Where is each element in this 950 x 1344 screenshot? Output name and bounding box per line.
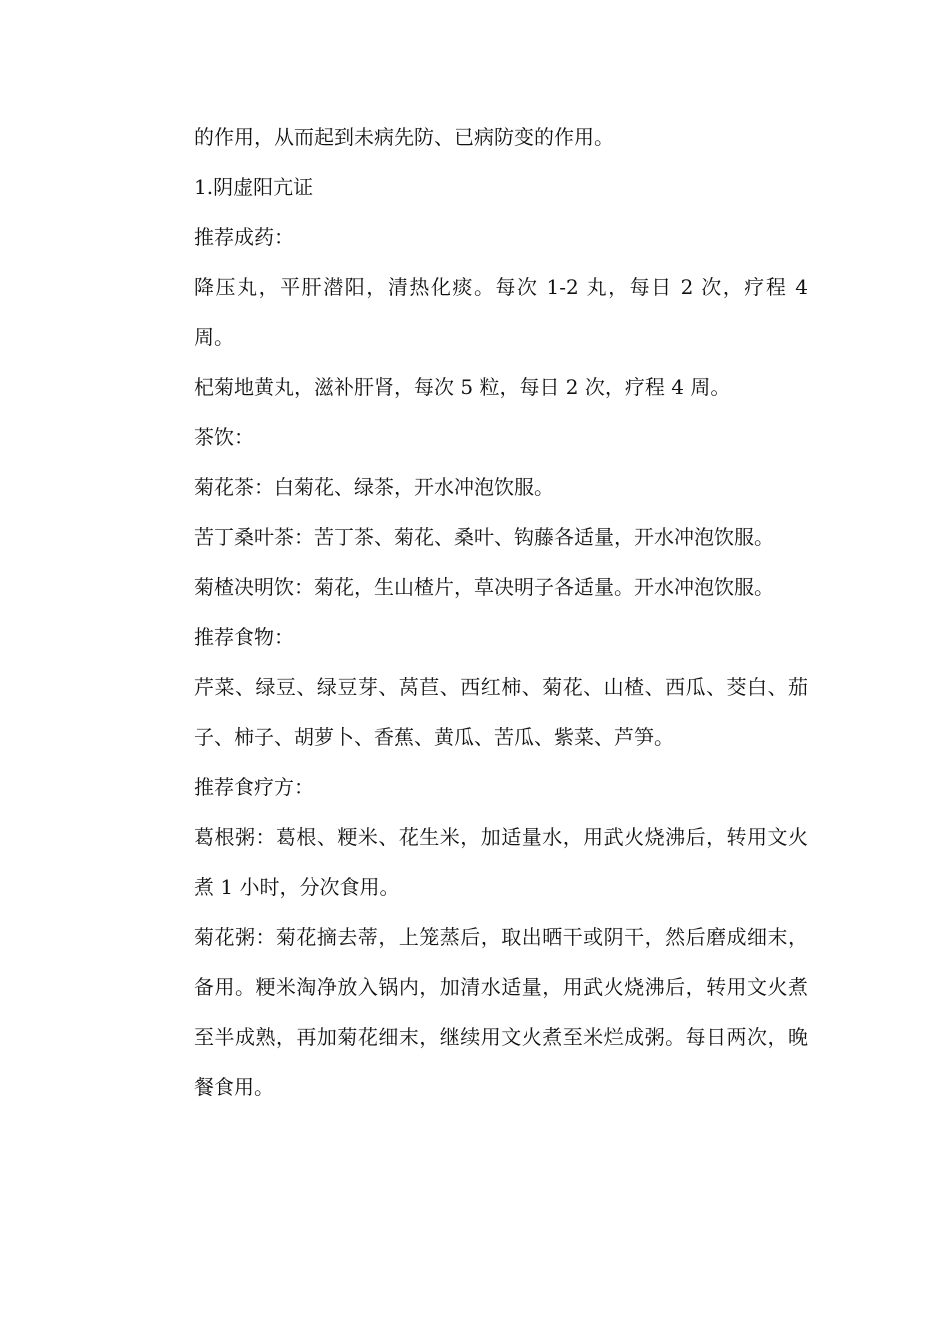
medicine-item: 降压丸，平肝潜阳，清热化痰。每次 1-2 丸，每日 2 次，疗程 4 周。 <box>194 275 808 349</box>
subheading-tea: 茶饮： <box>194 425 254 449</box>
tea-item: 菊花茶：白菊花、绿茶，开水冲泡饮服。 <box>194 475 554 499</box>
subheading-diet-therapy: 推荐食疗方： <box>194 775 314 799</box>
food-list: 芹菜、绿豆、绿豆芽、莴苣、西红柿、菊花、山楂、西瓜、茭白、茄子、柿子、胡萝卜、香蕉、黄瓜、苦瓜、紫菜、芦笋。 <box>194 675 808 749</box>
recipe-item: 菊花粥：菊花摘去蒂，上笼蒸后，取出晒干或阴干，然后磨成细末，备用。粳米淘净放入锅内，加清水适量，用武火烧沸后，转用文火煮至半成熟，再加菊花细末，继续用文火煮至米烂成粥。每日两次，晚餐食用。 <box>194 925 808 1099</box>
tea-item: 苦丁桑叶茶：苦丁茶、菊花、桑叶、钩藤各适量，开水冲泡饮服。 <box>194 525 774 549</box>
body-paragraph: 的作用，从而起到未病先防、已病防变的作用。 <box>194 125 614 149</box>
subheading-recommended-medicine: 推荐成药： <box>194 225 294 249</box>
tea-item: 菊楂决明饮：菊花，生山楂片，草决明子各适量。开水冲泡饮服。 <box>194 575 774 599</box>
document-page <box>194 112 808 1112</box>
medicine-item: 杞菊地黄丸，滋补肝肾，每次 5 粒，每日 2 次，疗程 4 周。 <box>194 375 731 399</box>
subheading-recommended-food: 推荐食物： <box>194 625 294 649</box>
recipe-item: 葛根粥：葛根、粳米、花生米，加适量水，用武火烧沸后，转用文火煮 1 小时，分次食用。 <box>194 825 808 899</box>
section-heading: 1.阴虚阳亢证 <box>194 175 314 199</box>
